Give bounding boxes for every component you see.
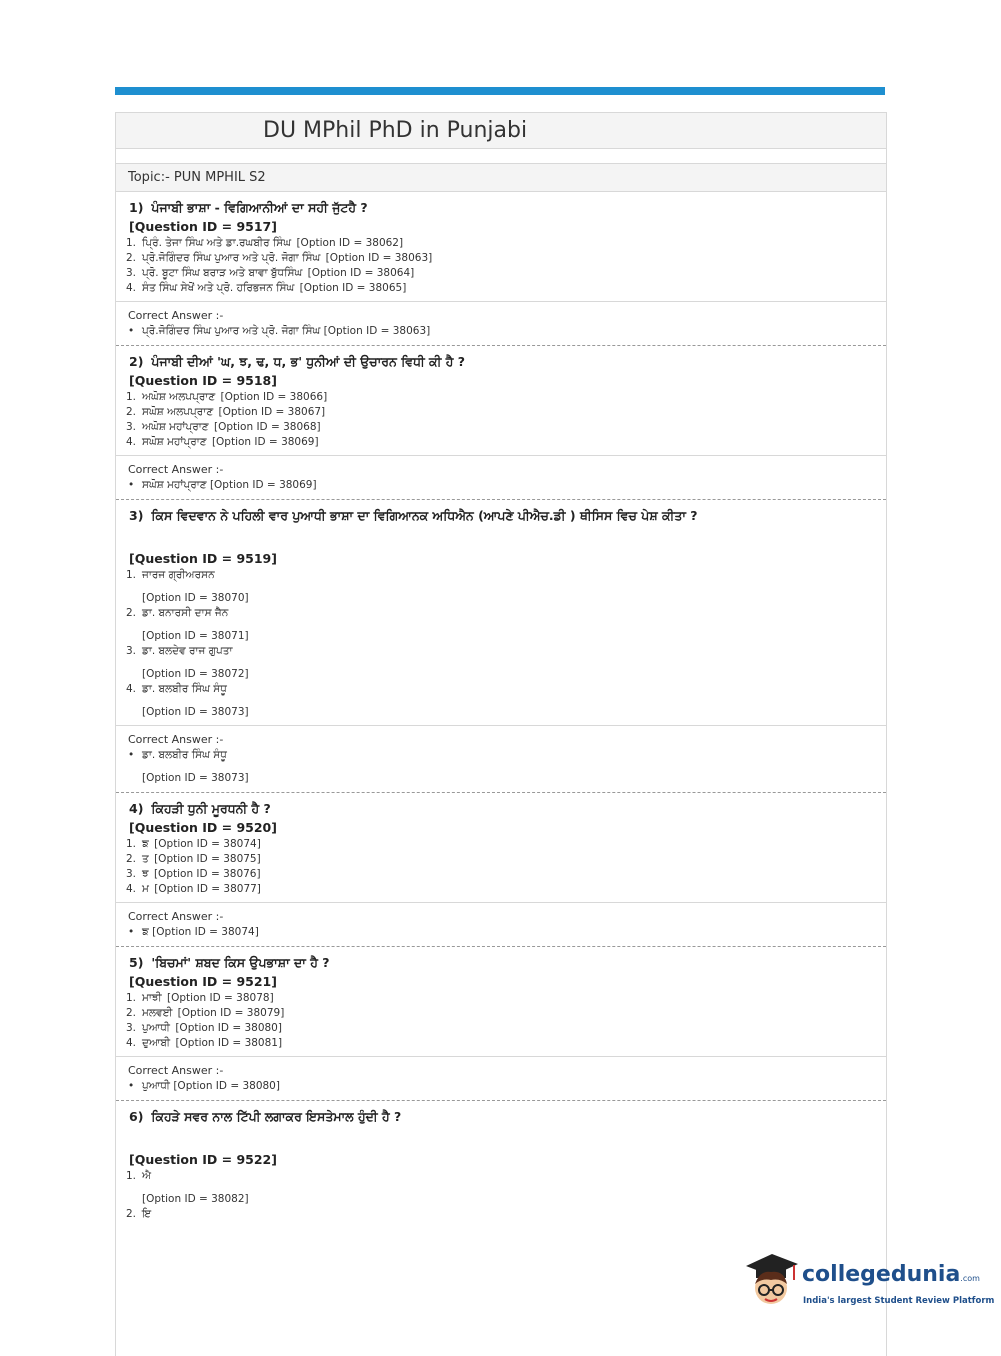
question-text: 1) ਪੰਜਾਬੀ ਭਾਸ਼ਾ - ਵਿਗਿਆਨੀਆਂ ਦਾ ਸਹੀ ਜੁੱਟਹੈ ? <box>129 200 368 215</box>
answer-label: Correct Answer :- <box>128 1064 224 1077</box>
option-item: 1. ਐ [Option ID = 38082] <box>126 1170 249 1205</box>
question-text: 2) ਪੰਜਾਬੀ ਦੀਆਂ 'ਘ, ਝ, ਢ, ਧ, ਭ' ਧੁਨੀਆਂ ਦੀ ਉਚਾਰਨ ਵਿਧੀ ਕੀ ਹੈ ? <box>129 354 465 369</box>
bullet-icon: • <box>128 926 135 938</box>
option-item: 2. ਇ <box>126 1208 152 1220</box>
question-text: 5) 'ਬਿਚਮਾਂ' ਸ਼ਬਦ ਕਿਸ ਉਪਭਾਸ਼ਾ ਦਾ ਹੈ ? <box>129 955 330 970</box>
option-item: 4. ਦੁਆਬੀ [Option ID = 38081] <box>126 1037 283 1049</box>
option-item: 3. ਡਾ. ਬਲਦੇਵ ਰਾਜ ਗੁਪਤਾ [Option ID = 38072] <box>126 645 249 680</box>
option-item: 3. ਝ [Option ID = 38076] <box>126 868 261 880</box>
option-item: 4. ਡਾ. ਬਲਬੀਰ ਸਿੰਘ ਸੰਧੂ [Option ID = 38073] <box>126 683 249 718</box>
question-3 <box>116 500 886 725</box>
options-list <box>126 1169 874 1222</box>
correct-answer: • ਸਘੋਸ਼ ਮਹਾਂਪ੍ਰਾਣ [Option ID = 38069] <box>128 479 317 491</box>
collegedunia-logo[interactable] <box>742 1248 995 1318</box>
option-item: 4. ਸਘੋਸ਼ ਮਹਾਂਪ੍ਰਾਣ [Option ID = 38069] <box>126 436 319 448</box>
option-item: 2. ਸਘੋਸ਼ ਅਲਪਪ੍ਰਾਣ [Option ID = 38067] <box>126 406 326 418</box>
question-text: 3) ਕਿਸ ਵਿਦਵਾਨ ਨੇ ਪਹਿਲੀ ਵਾਰ ਪੁਆਧੀ ਭਾਸ਼ਾ ਦਾ ਵਿਗਿਆਨਕ ਅਧਿਐਨ (ਆਪਣੇ ਪੀਐਚ.ਡੀ ) ਥੀਸਿਸ ਵਿਚ ਪੇਸ਼ ਕੀਤਾ ? <box>129 508 698 523</box>
question-text: 6) ਕਿਹੜੇ ਸਵਰ ਨਾਲ ਟਿੱਪੀ ਲਗਾਕਰ ਇਸਤੇਮਾਲ ਹੁੰਦੀ ਹੈ ? <box>129 1109 402 1124</box>
question-id: [Question ID = 9521] <box>129 974 277 989</box>
option-item: 1. ਜਾਰਜ ਗ੍ਰੀਅਰਸਨ [Option ID = 38070] <box>126 569 249 604</box>
logo-wordmark: collegedunia.com <box>802 1262 980 1287</box>
option-item: 3. ਪੁਆਧੀ [Option ID = 38080] <box>126 1022 282 1034</box>
options-list <box>126 991 874 1051</box>
answer-section <box>116 301 886 346</box>
option-item: 2. ਪ੍ਰੋ.ਜੋਗਿੰਦਰ ਸਿੰਘ ਪੁਆਰ ਅਤੇ ਪ੍ਰੋ. ਜੋਗਾ ਸਿੰਘ [Option ID = 38063] <box>126 252 433 264</box>
options-list <box>126 390 874 450</box>
option-item: 1. ਪ੍ਰਿੰ. ਤੇਜਾ ਸਿੰਘ ਅਤੇ ਡਾ.ਰਘਬੀਰ ਸਿੰਘ [Option ID = 38062] <box>126 237 404 249</box>
top-accent-bar <box>115 87 885 95</box>
mascot-icon <box>742 1250 800 1312</box>
correct-answer: • ਡਾ. ਬਲਬੀਰ ਸਿੰਘ ਸੰਧੂ [Option ID = 38073] <box>128 749 249 784</box>
spacer-row <box>116 149 886 164</box>
answer-label: Correct Answer :- <box>128 733 224 746</box>
answer-section <box>116 1056 886 1101</box>
option-item: 3. ਪ੍ਰੋ. ਬੂਟਾ ਸਿੰਘ ਬਰਾੜ ਅਤੇ ਬਾਵਾ ਬੁੱਧਸਿੰਘ [Option ID = 38064] <box>126 267 415 279</box>
options-list <box>126 568 874 720</box>
option-item: 2. ਡਾ. ਬਨਾਰਸੀ ਦਾਸ ਜੈਨ [Option ID = 38071] <box>126 607 249 642</box>
correct-answer: • ਪ੍ਰੋ.ਜੋਗਿੰਦਰ ਸਿੰਘ ਪੁਆਰ ਅਤੇ ਪ੍ਰੋ. ਜੋਗਾ ਸਿੰਘ [Option ID = 38063] <box>128 325 431 337</box>
topic-label: Topic:- PUN MPHIL S2 <box>116 164 886 192</box>
question-paper <box>115 112 887 1356</box>
option-item: 4. ਮ [Option ID = 38077] <box>126 883 261 895</box>
logo-tagline: India's largest Student Review Platform <box>803 1296 995 1306</box>
answer-label: Correct Answer :- <box>128 309 224 322</box>
answer-label: Correct Answer :- <box>128 463 224 476</box>
question-id: [Question ID = 9522] <box>129 1152 277 1167</box>
option-item: 3. ਅਘੋਸ਼ ਮਹਾਂਪ੍ਰਾਣ [Option ID = 38068] <box>126 421 321 433</box>
title-section <box>116 112 886 149</box>
question-1 <box>116 192 886 301</box>
bullet-icon: • <box>128 479 135 491</box>
option-item: 2. ਤ [Option ID = 38075] <box>126 853 261 865</box>
question-id: [Question ID = 9517] <box>129 219 277 234</box>
option-item: 1. ਙ [Option ID = 38074] <box>126 838 261 850</box>
correct-answer: • ਪੁਆਧੀ [Option ID = 38080] <box>128 1080 280 1092</box>
option-item: 1. ਅਘੋਸ਼ ਅਲਪਪ੍ਰਾਣ [Option ID = 38066] <box>126 391 328 403</box>
correct-answer: • ਙ [Option ID = 38074] <box>128 926 259 938</box>
bullet-icon: • <box>128 1080 135 1092</box>
question-id: [Question ID = 9520] <box>129 820 277 835</box>
option-item: 2. ਮਲਵਈ [Option ID = 38079] <box>126 1007 285 1019</box>
page-title: DU MPhil PhD in Punjabi <box>263 118 528 143</box>
question-4 <box>116 793 886 902</box>
question-id: [Question ID = 9519] <box>129 551 277 566</box>
bullet-icon: • <box>128 325 135 337</box>
options-list <box>126 236 874 296</box>
answer-section <box>116 902 886 947</box>
option-item: 1. ਮਾਝੀ [Option ID = 38078] <box>126 992 274 1004</box>
question-2 <box>116 346 886 455</box>
question-id: [Question ID = 9518] <box>129 373 277 388</box>
option-item: 4. ਸੰਤ ਸਿੰਘ ਸੇਖੋਂ ਅਤੇ ਪ੍ਰੋ. ਹਰਿਭਜਨ ਸਿੰਘ [Option ID = 38065] <box>126 282 407 294</box>
question-text: 4) ਕਿਹੜੀ ਧੁਨੀ ਮੂਰਧਨੀ ਹੈ ? <box>129 801 271 816</box>
question-5 <box>116 947 886 1056</box>
bullet-icon: • <box>128 749 135 761</box>
answer-section <box>116 725 886 793</box>
question-6 <box>116 1101 886 1227</box>
answer-section <box>116 455 886 500</box>
answer-label: Correct Answer :- <box>128 910 224 923</box>
options-list <box>126 837 874 897</box>
